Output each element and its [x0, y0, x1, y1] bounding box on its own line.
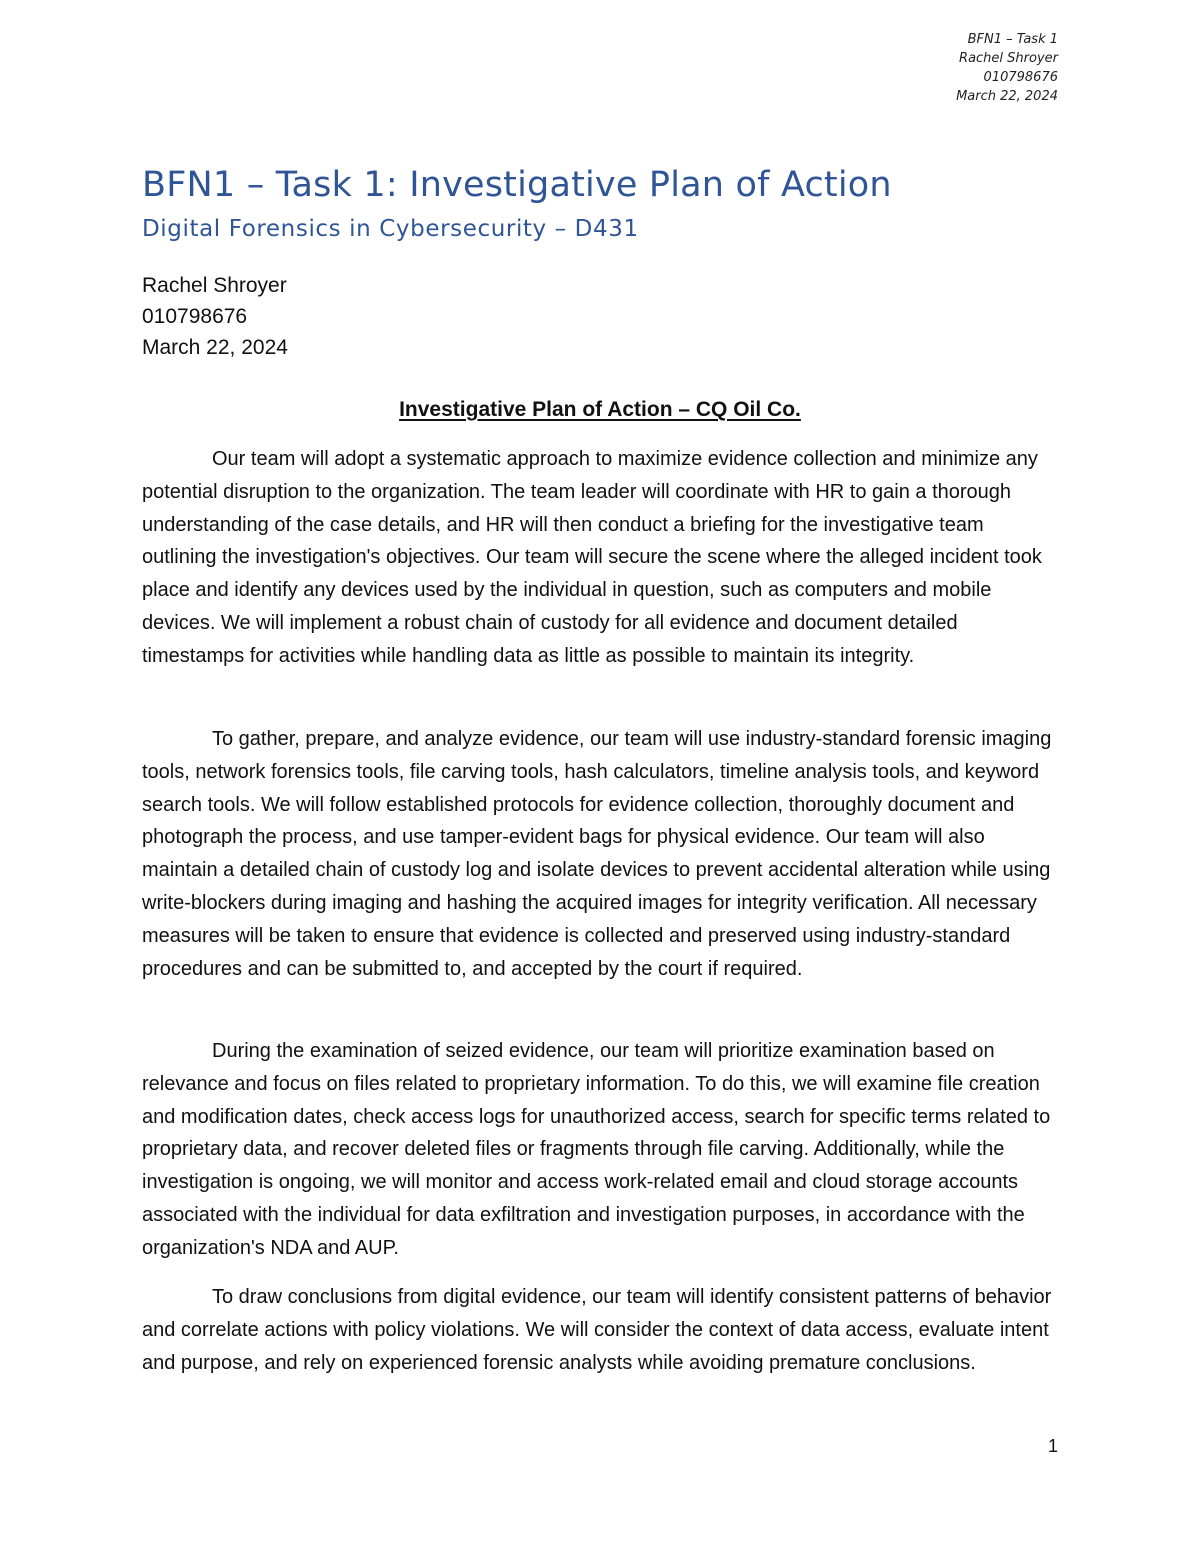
document-title: BFN1 – Task 1: Investigative Plan of Action — [142, 165, 892, 205]
header-id: 010798676 — [983, 70, 1058, 85]
section-heading: Investigative Plan of Action – CQ Oil Co. — [399, 398, 801, 421]
author-date: March 22, 2024 — [142, 336, 288, 359]
document-subtitle: Digital Forensics in Cybersecurity – D431 — [142, 216, 639, 242]
body-paragraph-2: To gather, prepare, and analyze evidence, our team will use industry-standard forensic imaging tools, network forensics tools, file carving tools, hash calculators, timeline analysis tools, and keyword search tools. We will follow established protocols for evidence collection, thoroughly document and photograph the process, and use tamper-evident bags for physical evidence. Our team will also maintain a detailed chain of custody log and isolate devices to prevent accidental alteration while using write-blockers during imaging and hashing the acquired images for integrity verification. All necessary measures will be taken to ensure that evidence is collected and preserved using industry-standard procedures and can be submitted to, and accepted by the court if required. — [142, 728, 1052, 980]
body-paragraph-4: To draw conclusions from digital evidence, our team will identify consistent patterns of behavior and correlate actions with policy violations. We will consider the context of data access, evaluate intent and purpose, and rely on experienced forensic analysts while avoiding premature conclusions. — [142, 1286, 1052, 1374]
body-paragraph-3: During the examination of seized evidence, our team will prioritize examination based on relevance and focus on files related to proprietary information. To do this, we will examine file creation and modification dates, check access logs for unauthorized access, search for specific terms related to proprietary data, and recover deleted files or fragments through file carving. Additionally, while the investigation is ongoing, we will monitor and access work-related email and cloud storage accounts associated with the individual for data exfiltration and investigation purposes, in accordance with the organization's NDA and AUP. — [142, 1040, 1051, 1259]
author-block — [142, 270, 288, 363]
body-paragraph-1: Our team will adopt a systematic approach to maximize evidence collection and minimize any potential disruption to the organization. The team leader will coordinate with HR to gain a thorough understanding of the case details, and HR will then conduct a briefing for the investigative team outlining the investigation's objectives. Our team will secure the scene where the alleged incident took place and identify any devices used by the individual in question, such as computers and mobile devices. We will implement a robust chain of custody for all evidence and document detailed timestamps for activities while handling data as little as possible to maintain its integrity. — [142, 448, 1042, 667]
header-author: Rachel Shroyer — [959, 51, 1058, 66]
header-date: March 22, 2024 — [956, 89, 1058, 104]
page-number: 1 — [1047, 1436, 1058, 1456]
header-task: BFN1 – Task 1 — [967, 32, 1058, 47]
running-header — [956, 30, 1058, 106]
author-id: 010798676 — [142, 305, 248, 328]
author-name: Rachel Shroyer — [142, 274, 287, 297]
